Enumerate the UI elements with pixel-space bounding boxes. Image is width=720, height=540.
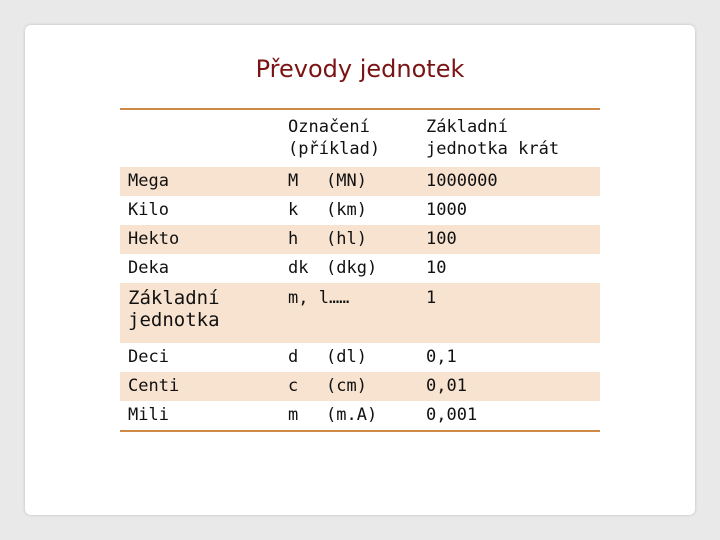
prefix-name: Mega [120, 167, 280, 196]
prefix-symbol: m [280, 401, 318, 431]
prefix-name: Kilo [128, 200, 169, 220]
table-row [120, 196, 600, 225]
prefix-example: (m.A) [318, 401, 418, 431]
prefix-name: Mili [120, 401, 280, 431]
prefix-factor: 10 [426, 258, 447, 278]
prefix-symbol: h [280, 225, 318, 254]
table-header-row [120, 109, 600, 167]
prefix-example: (dkg) [326, 258, 378, 278]
prefix-symbol: k [288, 200, 299, 220]
prefix-name: Deci [128, 347, 169, 367]
prefix-factor: 1000000 [418, 167, 600, 196]
prefix-name: Centi [120, 372, 280, 401]
prefix-example: (MN) [318, 167, 418, 196]
table-row [120, 225, 600, 254]
prefix-factor: 1000 [426, 200, 467, 220]
base-unit-name-line1: Základní [128, 287, 220, 309]
prefix-example: (dl) [326, 347, 367, 367]
prefix-symbol: dk [288, 258, 309, 278]
base-unit-name-line2: jednotka [128, 309, 220, 331]
header-cell-blank [120, 109, 280, 167]
header-factor-line2: jednotka krát [426, 139, 560, 159]
prefix-symbol: c [280, 372, 318, 401]
header-factor-line1: Základní [426, 117, 508, 137]
prefix-factor: 0,01 [418, 372, 600, 401]
header-symbol-line2: (příklad) [288, 139, 381, 159]
table-row [120, 167, 600, 196]
prefix-factor: 0,1 [426, 347, 457, 367]
prefix-symbol: d [288, 347, 299, 367]
prefix-factor: 0,001 [418, 401, 600, 431]
table-row [120, 401, 600, 431]
table-row [120, 343, 600, 372]
table-row [120, 283, 600, 343]
base-unit-symbol: m, l…… [280, 283, 418, 343]
table-row [120, 254, 600, 283]
header-cell-symbol [280, 109, 418, 167]
slide-title: Převody jednotek [255, 55, 465, 83]
header-symbol-line1: Označení [288, 117, 370, 137]
prefix-name: Hekto [120, 225, 280, 254]
prefix-example: (km) [326, 200, 367, 220]
prefix-name: Deka [128, 258, 169, 278]
prefix-example: (cm) [318, 372, 418, 401]
header-cell-factor [418, 109, 600, 167]
prefix-symbol: M [280, 167, 318, 196]
base-unit-name [120, 283, 280, 343]
prefix-example: (hl) [318, 225, 418, 254]
base-unit-factor: 1 [418, 283, 600, 343]
prefix-factor: 100 [418, 225, 600, 254]
table-row [120, 372, 600, 401]
unit-conversion-table [120, 108, 600, 432]
